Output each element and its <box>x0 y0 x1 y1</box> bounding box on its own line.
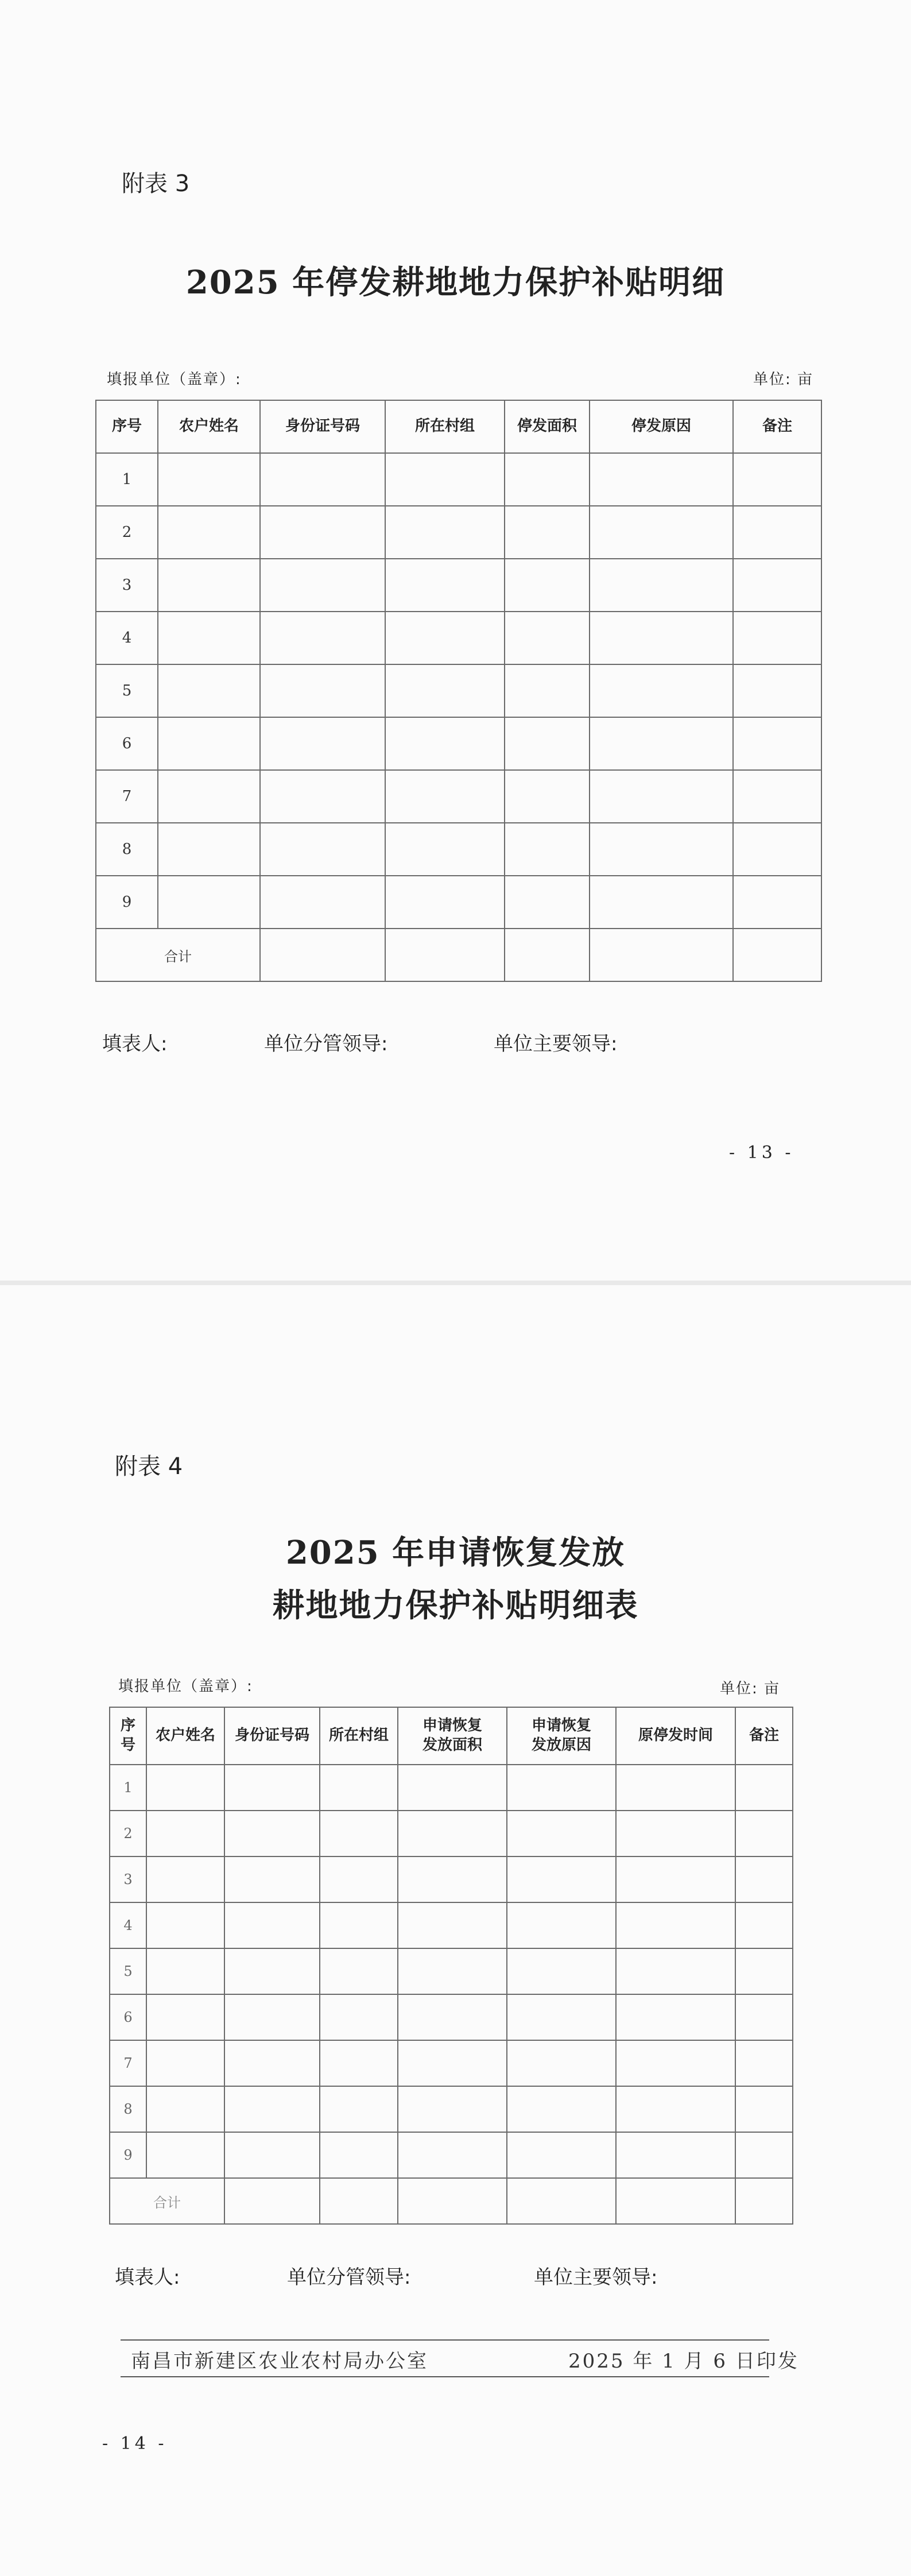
row-number: 9 <box>110 2132 146 2178</box>
table-cell[interactable] <box>590 929 733 981</box>
filler-label: 填表人: <box>102 1032 168 1055</box>
table-cell[interactable] <box>733 717 821 770</box>
table-cell[interactable] <box>505 770 590 823</box>
table-cell[interactable] <box>224 1765 320 1811</box>
page-title: 2025 年停发耕地地力保护补贴明细 <box>185 264 726 301</box>
page-13 <box>0 0 911 1281</box>
row-number: 2 <box>96 506 158 559</box>
header-cell: 原停发时间 <box>616 1707 735 1765</box>
table-cell[interactable] <box>590 559 733 612</box>
table-cell[interactable] <box>146 2132 224 2178</box>
table-cell[interactable] <box>398 1765 507 1811</box>
table-row <box>96 506 821 559</box>
table-cell[interactable] <box>385 506 505 559</box>
table-cell[interactable] <box>320 1856 398 1902</box>
table-cell[interactable] <box>507 1856 616 1902</box>
unit-label: 单位: 亩 <box>753 371 814 388</box>
dept-leader-label: 单位分管领导: <box>264 1032 388 1055</box>
footer-date: 2025 年 1 月 6 日印发 <box>568 2350 799 2373</box>
resume-subsidy-table <box>109 1707 793 2225</box>
table-cell[interactable] <box>260 453 385 506</box>
table-cell[interactable] <box>320 2178 398 2224</box>
table-cell[interactable] <box>590 876 733 929</box>
table-total-row <box>110 2178 793 2224</box>
fill-unit-label: 填报单位（盖章）: <box>118 1678 253 1695</box>
table-cell[interactable] <box>398 1994 507 2040</box>
row-number: 9 <box>96 876 158 929</box>
table-row <box>96 876 821 929</box>
table-cell[interactable] <box>505 612 590 664</box>
footer-office: 南昌市新建区农业农村局办公室 <box>131 2350 428 2373</box>
table-cell[interactable] <box>505 506 590 559</box>
table-cell[interactable] <box>224 1948 320 1994</box>
header-cell: 序 号 <box>110 1707 146 1765</box>
table-cell[interactable] <box>507 1994 616 2040</box>
table-cell[interactable] <box>590 823 733 876</box>
table-cell[interactable] <box>320 1948 398 1994</box>
row-number: 3 <box>110 1856 146 1902</box>
row-number: 1 <box>96 453 158 506</box>
table-cell[interactable] <box>158 770 260 823</box>
row-number: 8 <box>110 2086 146 2132</box>
fill-unit-label: 填报单位（盖章）: <box>107 371 242 388</box>
table-cell[interactable] <box>398 2132 507 2178</box>
page-title-line1: 2025 年申请恢复发放 <box>285 1534 626 1572</box>
table-row <box>96 717 821 770</box>
table-cell[interactable] <box>507 1811 616 1856</box>
table-cell[interactable] <box>385 876 505 929</box>
footer-bottom-rule <box>121 2376 769 2377</box>
table-row <box>110 1902 793 1948</box>
table-cell[interactable] <box>733 559 821 612</box>
header-cell: 农户姓名 <box>146 1707 224 1765</box>
dept-leader-label: 单位分管领导: <box>287 2266 411 2289</box>
table-cell[interactable] <box>735 1948 793 1994</box>
table-cell[interactable] <box>590 664 733 717</box>
table-row <box>96 559 821 612</box>
table-cell[interactable] <box>320 1765 398 1811</box>
table-cell[interactable] <box>146 1902 224 1948</box>
table-cell[interactable] <box>733 770 821 823</box>
table-cell[interactable] <box>224 1811 320 1856</box>
table-cell[interactable] <box>733 876 821 929</box>
table-cell[interactable] <box>158 506 260 559</box>
table-cell[interactable] <box>616 1948 735 1994</box>
table-cell[interactable] <box>260 559 385 612</box>
main-leader-label: 单位主要领导: <box>534 2266 658 2289</box>
table-cell[interactable] <box>505 559 590 612</box>
header-cell: 身份证号码 <box>260 400 385 453</box>
table-cell[interactable] <box>733 453 821 506</box>
table-cell[interactable] <box>260 664 385 717</box>
table-cell[interactable] <box>320 2040 398 2086</box>
appendix-label: 附表 3 <box>122 171 190 197</box>
table-cell[interactable] <box>158 876 260 929</box>
table-header-row <box>96 400 821 453</box>
table-cell[interactable] <box>158 559 260 612</box>
table-cell[interactable] <box>385 559 505 612</box>
table-cell[interactable] <box>616 1811 735 1856</box>
table-cell[interactable] <box>590 612 733 664</box>
table-cell[interactable] <box>507 2178 616 2224</box>
table-cell[interactable] <box>735 2178 793 2224</box>
table-cell[interactable] <box>733 823 821 876</box>
table-header-row <box>110 1707 793 1765</box>
table-cell[interactable] <box>146 2040 224 2086</box>
table-cell[interactable] <box>260 823 385 876</box>
table-cell[interactable] <box>385 770 505 823</box>
table-cell[interactable] <box>385 929 505 981</box>
page-number: - 13 - <box>729 1143 794 1163</box>
table-cell[interactable] <box>224 2040 320 2086</box>
table-cell[interactable] <box>616 1902 735 1948</box>
table-cell[interactable] <box>733 506 821 559</box>
table-cell[interactable] <box>320 1902 398 1948</box>
table-cell[interactable] <box>146 1765 224 1811</box>
filler-label: 填表人: <box>115 2266 180 2289</box>
row-number: 2 <box>110 1811 146 1856</box>
table-cell[interactable] <box>146 1856 224 1902</box>
table-cell[interactable] <box>507 1948 616 1994</box>
table-cell[interactable] <box>616 1856 735 1902</box>
table-row <box>96 453 821 506</box>
appendix-label: 附表 4 <box>115 1453 183 1480</box>
table-cell[interactable] <box>505 823 590 876</box>
table-cell[interactable] <box>146 2086 224 2132</box>
table-cell[interactable] <box>398 2040 507 2086</box>
table-cell[interactable] <box>616 2178 735 2224</box>
table-cell[interactable] <box>505 929 590 981</box>
row-number: 1 <box>110 1765 146 1811</box>
table-cell[interactable] <box>590 717 733 770</box>
header-cell: 申请恢复 发放面积 <box>398 1707 507 1765</box>
table-cell[interactable] <box>224 1856 320 1902</box>
header-cell: 序号 <box>96 400 158 453</box>
table-cell[interactable] <box>260 929 385 981</box>
header-cell: 停发原因 <box>590 400 733 453</box>
page-divider <box>0 1281 911 1285</box>
table-row <box>110 1994 793 2040</box>
table-cell[interactable] <box>616 2132 735 2178</box>
header-cell: 所在村组 <box>385 400 505 453</box>
table-cell[interactable] <box>733 612 821 664</box>
table-cell[interactable] <box>735 1994 793 2040</box>
table-cell[interactable] <box>590 453 733 506</box>
table-cell[interactable] <box>735 2040 793 2086</box>
table-cell[interactable] <box>735 2086 793 2132</box>
table-row <box>96 612 821 664</box>
table-cell[interactable] <box>398 2086 507 2132</box>
page-title-line2: 耕地地力保护补贴明细表 <box>272 1587 639 1624</box>
table-cell[interactable] <box>507 1765 616 1811</box>
table-row <box>96 823 821 876</box>
table-cell[interactable] <box>260 612 385 664</box>
table-cell[interactable] <box>158 823 260 876</box>
main-leader-label: 单位主要领导: <box>494 1032 618 1055</box>
row-number: 4 <box>110 1902 146 1948</box>
row-number: 8 <box>96 823 158 876</box>
table-cell[interactable] <box>158 664 260 717</box>
table-row <box>110 1811 793 1856</box>
table-cell[interactable] <box>735 1856 793 1902</box>
header-cell: 申请恢复 发放原因 <box>507 1707 616 1765</box>
table-cell[interactable] <box>590 770 733 823</box>
table-cell[interactable] <box>398 1856 507 1902</box>
header-cell: 农户姓名 <box>158 400 260 453</box>
table-cell[interactable] <box>507 2132 616 2178</box>
table-cell[interactable] <box>158 453 260 506</box>
header-cell: 备注 <box>733 400 821 453</box>
table-cell[interactable] <box>385 453 505 506</box>
table-cell[interactable] <box>320 1994 398 2040</box>
row-number: 6 <box>110 1994 146 2040</box>
total-label: 合计 <box>96 929 260 981</box>
table-cell[interactable] <box>158 717 260 770</box>
table-cell[interactable] <box>260 506 385 559</box>
table-cell[interactable] <box>733 664 821 717</box>
page-14 <box>0 1285 911 2576</box>
table-cell[interactable] <box>260 717 385 770</box>
table-cell[interactable] <box>616 2040 735 2086</box>
total-label: 合计 <box>110 2178 224 2224</box>
table-row <box>110 2132 793 2178</box>
table-row <box>110 2086 793 2132</box>
table-cell[interactable] <box>616 1765 735 1811</box>
table-cell[interactable] <box>224 2086 320 2132</box>
row-number: 5 <box>96 664 158 717</box>
table-cell[interactable] <box>146 1994 224 2040</box>
table-cell[interactable] <box>398 1902 507 1948</box>
table-total-row <box>96 929 821 981</box>
table-cell[interactable] <box>507 1902 616 1948</box>
table-cell[interactable] <box>224 1902 320 1948</box>
table-cell[interactable] <box>505 664 590 717</box>
table-cell[interactable] <box>735 1811 793 1856</box>
row-number: 3 <box>96 559 158 612</box>
table-cell[interactable] <box>507 2040 616 2086</box>
header-cell: 备注 <box>735 1707 793 1765</box>
page-number: - 14 - <box>102 2434 168 2454</box>
table-cell[interactable] <box>398 1811 507 1856</box>
table-cell[interactable] <box>385 664 505 717</box>
table-row <box>96 770 821 823</box>
table-row <box>110 1765 793 1811</box>
table-cell[interactable] <box>507 2086 616 2132</box>
table-cell[interactable] <box>505 876 590 929</box>
row-number: 7 <box>96 770 158 823</box>
header-cell: 停发面积 <box>505 400 590 453</box>
table-row <box>110 2040 793 2086</box>
table-cell[interactable] <box>224 2132 320 2178</box>
table-cell[interactable] <box>616 2086 735 2132</box>
table-cell[interactable] <box>224 1994 320 2040</box>
table-cell[interactable] <box>735 1765 793 1811</box>
table-cell[interactable] <box>735 2132 793 2178</box>
table-cell[interactable] <box>260 770 385 823</box>
table-cell[interactable] <box>505 453 590 506</box>
table-cell[interactable] <box>398 2178 507 2224</box>
header-cell: 身份证号码 <box>224 1707 320 1765</box>
table-cell[interactable] <box>146 1811 224 1856</box>
table-cell[interactable] <box>158 612 260 664</box>
stop-subsidy-table <box>95 400 822 982</box>
table-cell[interactable] <box>146 1948 224 1994</box>
row-number: 6 <box>96 717 158 770</box>
table-cell[interactable] <box>385 612 505 664</box>
unit-label: 单位: 亩 <box>720 1680 781 1697</box>
table-cell[interactable] <box>398 1948 507 1994</box>
table-cell[interactable] <box>320 2132 398 2178</box>
table-row <box>110 1856 793 1902</box>
table-cell[interactable] <box>260 876 385 929</box>
table-cell[interactable] <box>320 2086 398 2132</box>
table-cell[interactable] <box>224 2178 320 2224</box>
row-number: 7 <box>110 2040 146 2086</box>
table-cell[interactable] <box>320 1811 398 1856</box>
table-cell[interactable] <box>735 1902 793 1948</box>
table-row <box>110 1948 793 1994</box>
header-cell: 所在村组 <box>320 1707 398 1765</box>
footer-top-rule <box>121 2339 769 2341</box>
table-cell[interactable] <box>505 717 590 770</box>
row-number: 5 <box>110 1948 146 1994</box>
table-cell[interactable] <box>590 506 733 559</box>
row-number: 4 <box>96 612 158 664</box>
table-cell[interactable] <box>733 929 821 981</box>
table-cell[interactable] <box>385 823 505 876</box>
table-cell[interactable] <box>616 1994 735 2040</box>
table-row <box>96 664 821 717</box>
table-cell[interactable] <box>385 717 505 770</box>
